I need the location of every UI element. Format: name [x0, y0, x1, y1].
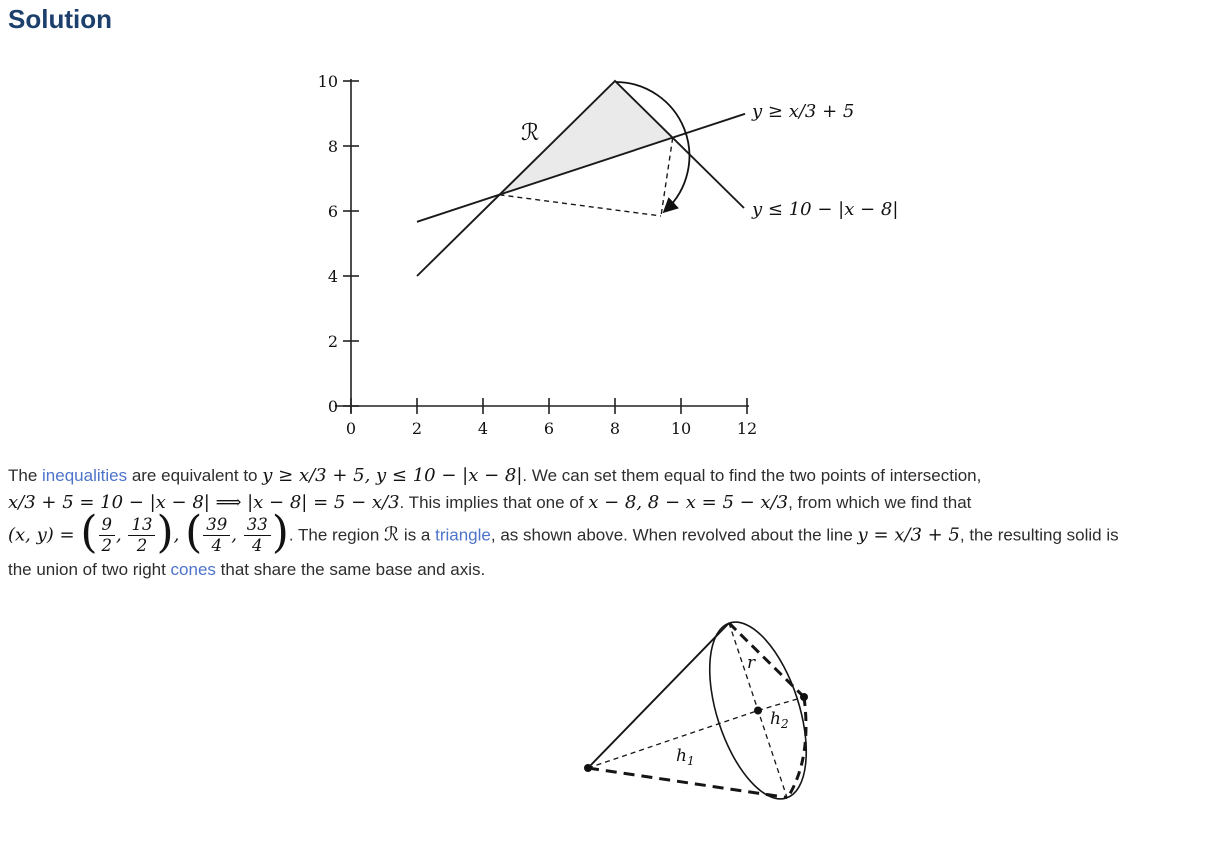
h1-label: $h_1$ [676, 746, 695, 768]
inline-math: x/3 + 5 = 10 − |x − 8| ⟹ |x − 8| = 5 − x/3 [8, 492, 400, 513]
wiki-link-triangle[interactable]: triangle [435, 525, 491, 545]
fraction-numerator: 13 [128, 516, 155, 536]
fraction [203, 516, 230, 556]
paragraph-text: . This implies that one of [399, 493, 589, 512]
x-tick-label: 6 [543, 419, 555, 438]
cones-figure-svg [560, 600, 840, 841]
solution-paragraph: The inequalities are equivalent to y ≥ x/3 + 5, y ≤ 10 − |x − 8|. We can set them equal to find the two points of intersection, x/3 + 5 = 10 − |x − 8| ⟹ |x − 8| = 5 − x/3. This implies that one of x − 8, 8 − x = 5 − x/3, from which we find that (x, y) = ( $\frac{9}{2}$ , $\frac{13}{2}$ ), ( $\frac{39}{4}$ , $\frac{33}{4}$ ). The region ℛ is a triangle, as shown above. When revolved about the line y = x/3 + 5, the resulting solid is the union of two right cones that share the same base and axis. [8, 465, 1119, 579]
paragraph-text: is a [399, 525, 436, 545]
h1-line [588, 711, 758, 769]
wiki-link-inequalities[interactable]: inequalities [42, 466, 128, 485]
big-cone-apex-dot [584, 764, 592, 772]
y-tick-label: 4 [327, 267, 338, 286]
line1-equation-label: y ≥ x/3 + 5 [752, 101, 855, 122]
paragraph-text: . The region [288, 525, 385, 545]
y-tick-label: 6 [327, 202, 338, 221]
line-y-le-abs [417, 81, 744, 276]
inline-math: y ≥ x/3 + 5, y ≤ 10 − |x − 8| [262, 465, 523, 486]
inline-math: , [116, 524, 128, 546]
paragraph-text: , the resulting solid is [959, 525, 1119, 545]
region-label: ℛ [521, 120, 540, 146]
x-tick-label: 0 [345, 419, 357, 438]
inline-math: (x, y) = [8, 524, 81, 546]
x-tick-label: 12 [736, 419, 758, 438]
radius-label: r [747, 653, 756, 673]
inline-math: y = x/3 + 5 [857, 524, 960, 546]
script-R: ℛ [384, 523, 400, 546]
region-graph-figure [300, 60, 900, 452]
y-tick-label: 0 [327, 397, 338, 416]
axes [335, 79, 749, 413]
paragraph-text: are equivalent to [127, 466, 263, 485]
wiki-link-cones[interactable]: cones [170, 559, 216, 579]
h2-label: $h_2$ [770, 709, 789, 731]
region-graph-svg [300, 60, 900, 452]
fraction-denominator: 2 [101, 536, 113, 556]
y-tick-label: 2 [327, 332, 338, 351]
small-cone-lower-slant [788, 697, 806, 797]
fraction-denominator: 2 [136, 536, 148, 556]
x-tick-label: 2 [411, 419, 423, 438]
paragraph-text: , as shown above. When revolved about the line [490, 525, 858, 545]
small-cone-upper-slant [729, 623, 804, 697]
paragraph-text: the union of two right [8, 559, 171, 579]
big-cone-upper-slant [588, 623, 729, 768]
fraction-denominator: 4 [251, 536, 263, 556]
boundary-lines [417, 81, 745, 276]
x-tick-label: 4 [477, 419, 489, 438]
fraction [244, 516, 271, 556]
fraction-numerator: 33 [244, 516, 271, 536]
small-cone-apex-dot [800, 693, 808, 701]
paragraph-text: , from which we find that [788, 493, 972, 512]
y-tick-labels [318, 72, 338, 416]
cones-figure [560, 600, 840, 841]
y-tick-label: 8 [327, 137, 338, 156]
fraction [99, 516, 116, 556]
x-tick-label: 10 [670, 419, 692, 438]
line2-equation-label: y ≤ 10 − |x − 8| [752, 199, 899, 220]
paragraph-text: . We can set them equal to find the two points of intersection, [522, 466, 982, 485]
big-cone-lower-slant [588, 768, 787, 798]
inline-math: , [231, 524, 243, 546]
y-tick-label: 10 [317, 72, 338, 91]
page-title: Solution [8, 4, 112, 34]
base-center-dot [754, 707, 762, 715]
x-tick-label: 8 [609, 419, 621, 438]
fraction-denominator: 4 [211, 536, 223, 556]
fraction-numerator: 9 [99, 516, 116, 536]
fraction [128, 516, 155, 556]
paragraph-text: The [8, 466, 43, 485]
paragraph-text: that share the same base and axis. [215, 559, 486, 579]
h2-line [758, 697, 804, 711]
inline-math: x − 8, 8 − x = 5 − x/3 [588, 492, 789, 513]
inline-math: , [173, 524, 186, 546]
x-tick-labels [346, 419, 757, 438]
fraction-numerator: 39 [203, 516, 230, 536]
